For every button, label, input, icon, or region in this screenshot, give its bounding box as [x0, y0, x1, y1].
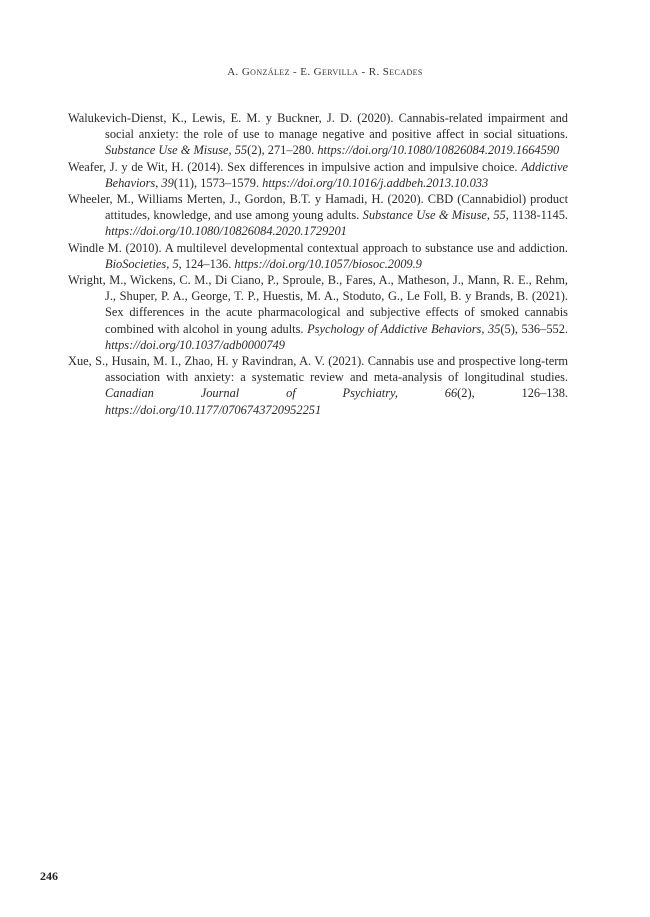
- reference-details: (2), 126–138.: [457, 386, 568, 401]
- reference-authors: Weafer, J. y de Wit, H. (2014).: [68, 159, 228, 174]
- reference-doi-link[interactable]: https://doi.org/10.1057/biosoc.2009.9: [234, 256, 422, 271]
- reference-source: Substance Use & Misuse, 55: [362, 208, 506, 223]
- reference-title: Cannabis-related impairment and social anxiety: the role of use to manage negative and positive affect in social situations.: [105, 111, 568, 142]
- reference-entry: [68, 272, 568, 353]
- reference-authors: Wright, M., Wickens, C. M., Di Ciano, P., Sproule, B., Fares, A., Matheson, J., Mann, R. E., Rehm, J., Shuper, P. A., George, T. P., Huestis, M. A., Stoduto, G., Le Foll, B. y Brands, B. (2021).: [68, 273, 568, 304]
- reference-authors: Xue, S., Husain, M. I., Zhao, H. y Ravindran, A. V. (2021).: [68, 354, 368, 369]
- reference-doi-link[interactable]: https://doi.org/10.1080/10826084.2019.1664590: [317, 143, 560, 158]
- reference-source: Psychology of Addictive Behaviors, 35: [307, 321, 501, 336]
- reference-authors: Walukevich-Dienst, K., Lewis, E. M. y Buckner, J. D. (2020).: [68, 111, 399, 125]
- reference-entry: [68, 240, 568, 272]
- running-head: A. González - E. Gervilla - R. Secades: [227, 66, 423, 78]
- page-number: 246: [40, 869, 58, 883]
- reference-title: Sex differences in impulsive action and impulsive choice.: [227, 159, 522, 174]
- reference-details: , 1138-1145.: [505, 208, 569, 223]
- reference-title: Cannabis use and prospective long-term association with anxiety: a systematic review and meta-analysis of longitudinal studies.: [105, 354, 568, 385]
- reference-title: CBD (Cannabidiol) product attitudes, knowledge, and use among young adults.: [105, 192, 569, 223]
- reference-doi-link[interactable]: https://doi.org/10.1016/j.addbeh.2013.10.033: [262, 175, 489, 190]
- reference-entry: [68, 110, 568, 159]
- reference-entry: [68, 191, 568, 240]
- reference-source: Addictive Behaviors, 39: [105, 159, 569, 190]
- reference-details: (11), 1573–1579.: [173, 175, 263, 190]
- reference-list: [68, 110, 568, 418]
- reference-details: (2), 271–280.: [247, 143, 318, 158]
- reference-details: , 124–136.: [178, 256, 235, 271]
- reference-source: Canadian Journal of Psychiatry, 66: [105, 386, 458, 401]
- reference-doi-link[interactable]: https://doi.org/10.1080/10826084.2020.1729201: [105, 224, 347, 239]
- reference-entry: [68, 159, 568, 191]
- reference-entry: [68, 353, 568, 418]
- reference-authors: Windle M. (2010).: [68, 240, 165, 255]
- reference-source: Substance Use & Misuse, 55: [105, 143, 248, 158]
- reference-doi-link[interactable]: https://doi.org/10.1177/0706743720952251: [105, 402, 322, 417]
- reference-source: BioSocieties, 5: [105, 256, 179, 271]
- reference-title: A multilevel developmental contextual approach to substance use and addiction.: [164, 240, 568, 255]
- reference-details: (5), 536–552.: [500, 321, 569, 336]
- reference-doi-link[interactable]: https://doi.org/10.1037/adb0000749: [105, 337, 285, 352]
- reference-authors: Wheeler, M., Williams Merten, J., Gordon, B.T. y Hamadi, H. (2020).: [68, 192, 428, 207]
- reference-title: Sex differences in the acute pharmacological and subjective effects of smoked cannabis combined with alcohol in young adults.: [105, 305, 568, 336]
